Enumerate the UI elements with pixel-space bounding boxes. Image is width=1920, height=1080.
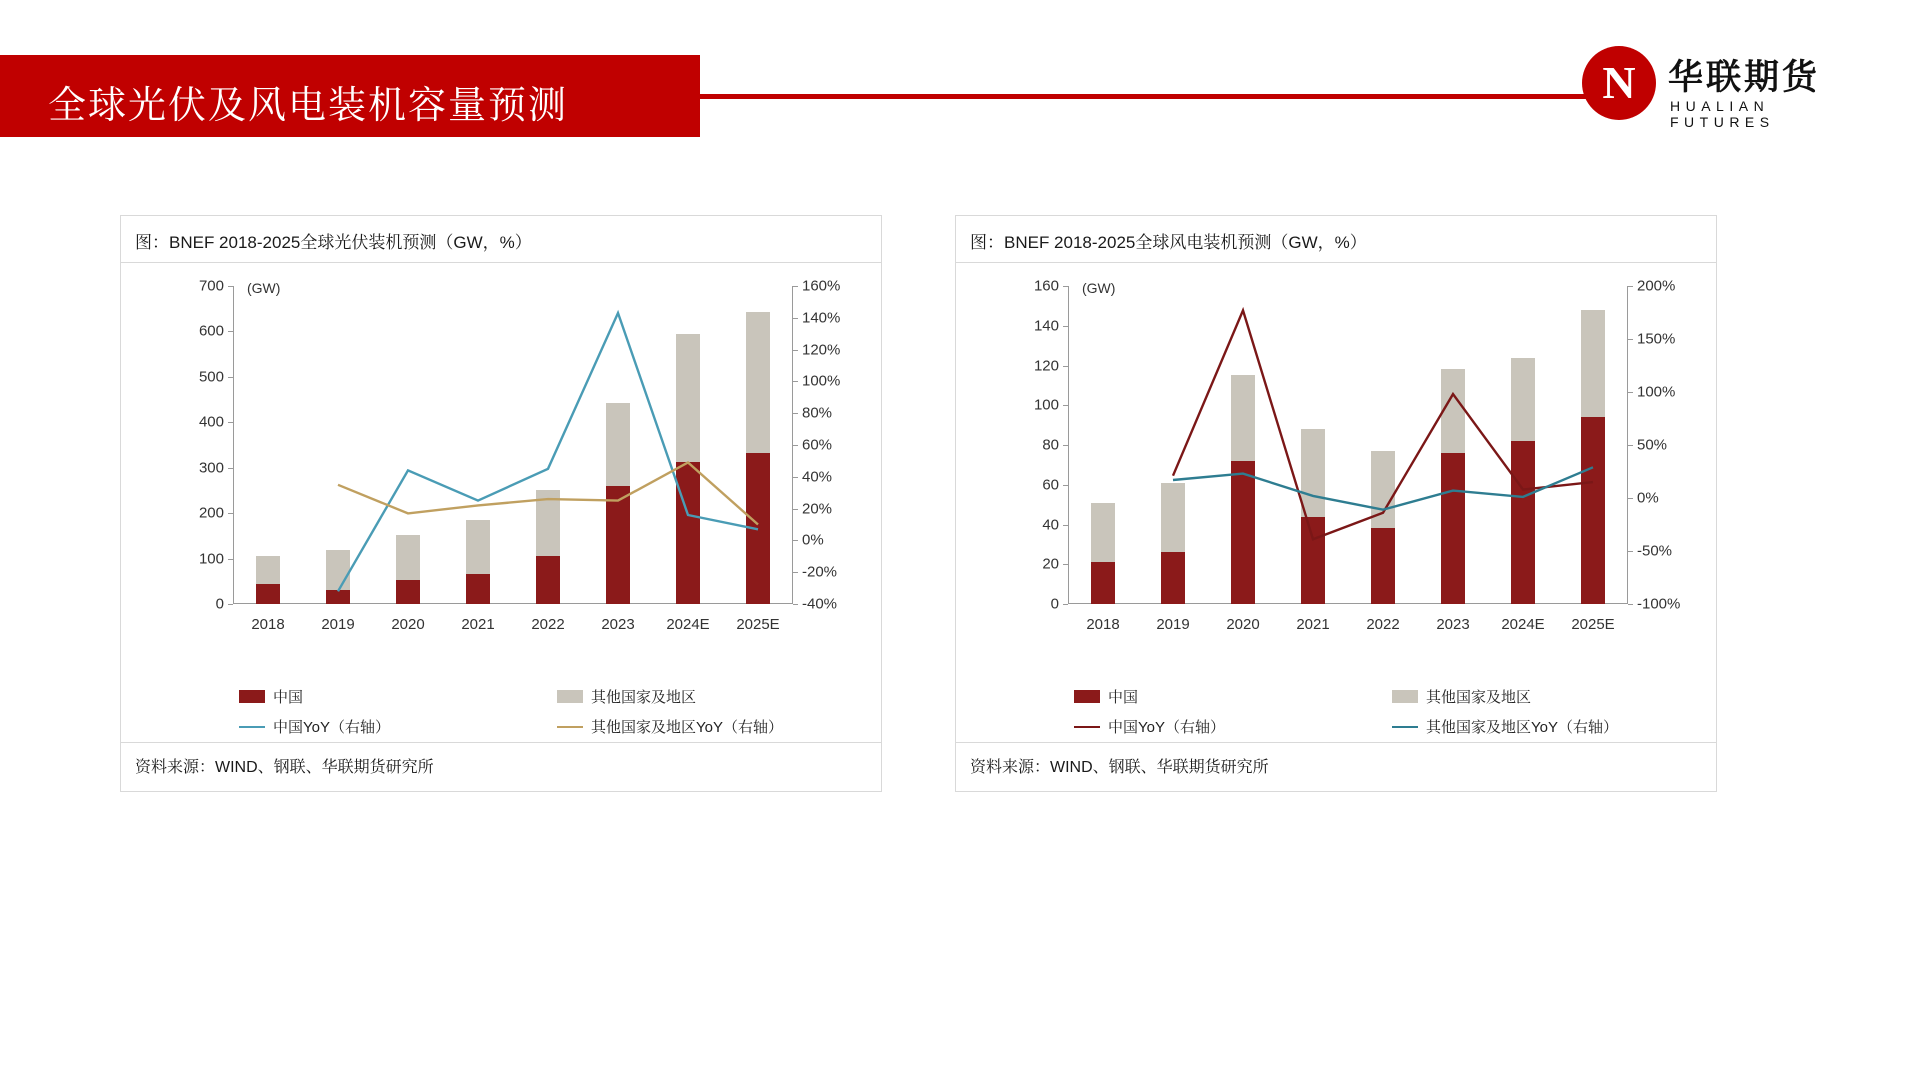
y-tick-label-right: 120% [802, 341, 841, 359]
y-tick-mark-right [793, 445, 798, 446]
line-series-layer [1068, 286, 1628, 604]
y-tick-label-left: 500 [198, 368, 224, 386]
logo-mark-icon [1582, 46, 1656, 120]
y-tick-label-left: 120 [1033, 357, 1059, 374]
y-tick-mark-right [793, 318, 798, 319]
x-tick-label: 2018 [251, 616, 285, 633]
panel-divider-top [121, 262, 881, 263]
y-tick-label-right: 40% [802, 468, 833, 486]
logo-mark-letter: N [1602, 57, 1636, 108]
chart-legend-wind [1074, 686, 1694, 742]
axis-unit-left-wind: (GW) [1082, 280, 1116, 296]
y-tick-label-left: 100 [198, 550, 224, 568]
legend-label-others: 其他国家及地区 [1426, 689, 1532, 706]
legend-label-others: 其他国家及地区 [591, 689, 697, 706]
y-tick-label-left: 200 [198, 504, 224, 522]
y-tick-label-right: 100% [1637, 383, 1676, 401]
y-tick-label-right: -50% [1637, 542, 1673, 560]
y-tick-label-left: 700 [198, 277, 224, 295]
header-rule [700, 94, 1600, 99]
y-tick-label-right: 140% [802, 309, 841, 327]
chart-title-pv: 图：BNEF 2018-2025全球光伏装机预测（GW，%） [135, 233, 532, 252]
y-tick-mark-right [793, 286, 798, 287]
line-series [338, 313, 758, 591]
y-tick-label-right: 20% [802, 500, 833, 518]
y-tick-mark-right [793, 413, 798, 414]
y-tick-mark-right [793, 604, 798, 605]
x-tick-label: 2020 [1226, 616, 1260, 633]
y-tick-label-left: 80 [1042, 436, 1059, 454]
brand-logo [1582, 42, 1882, 130]
y-tick-label-right: 50% [1637, 436, 1668, 454]
y-tick-mark-right [793, 540, 798, 541]
plot-wind [1033, 277, 1681, 633]
chart-area-wind [956, 264, 1716, 684]
legend-line-china-yoy [1074, 726, 1100, 728]
y-tick-label-left: 160 [1033, 277, 1059, 295]
y-tick-label-right: -100% [1637, 595, 1681, 613]
x-tick-label: 2020 [391, 616, 425, 633]
y-tick-mark-right [1628, 445, 1633, 446]
y-tick-label-right: 100% [802, 372, 841, 390]
chart-area-pv [121, 264, 881, 684]
y-tick-label-right: -20% [802, 563, 838, 581]
legend-line-china-yoy [239, 726, 265, 728]
legend-label-china-yoy: 中国YoY（右轴） [1108, 719, 1225, 736]
y-tick-label-left: 20 [1042, 555, 1059, 573]
legend-label-china-yoy: 中国YoY（右轴） [273, 719, 390, 736]
y-tick-label-left: 60 [1042, 476, 1059, 494]
chart-panel-pv [120, 215, 882, 792]
legend-swatch-others [1392, 690, 1418, 703]
line-series-layer [233, 286, 793, 604]
panel-divider-bottom [121, 742, 881, 743]
x-tick-label: 2023 [1436, 616, 1470, 633]
y-tick-label-left: 140 [1033, 317, 1059, 335]
y-tick-label-right: 0% [1637, 489, 1659, 507]
chart-source-pv: 资料来源：WIND、钢联、华联期货研究所 [135, 759, 434, 776]
line-series [1173, 310, 1593, 539]
plot-pv [198, 277, 841, 633]
y-tick-label-right: 60% [802, 436, 833, 454]
chart-source-wind: 资料来源：WIND、钢联、华联期货研究所 [970, 759, 1269, 776]
legend-swatch-others [557, 690, 583, 703]
y-tick-mark-right [1628, 286, 1633, 287]
x-tick-label: 2025E [736, 616, 780, 633]
y-tick-mark-right [793, 381, 798, 382]
y-tick-mark-left [228, 604, 233, 605]
y-tick-label-right: 0% [802, 531, 824, 549]
x-tick-label: 2021 [1296, 616, 1330, 633]
y-tick-mark-left [1063, 604, 1068, 605]
y-tick-label-right: 200% [1637, 277, 1676, 295]
y-tick-label-left: 100 [1033, 396, 1059, 414]
y-tick-label-left: 0 [215, 595, 224, 613]
y-tick-mark-right [793, 477, 798, 478]
y-tick-mark-right [793, 509, 798, 510]
y-tick-mark-right [1628, 551, 1633, 552]
y-tick-label-left: 40 [1042, 516, 1059, 533]
brand-name-cn: 华联期货 [1668, 58, 1821, 97]
x-tick-label: 2022 [1366, 616, 1400, 633]
x-tick-label: 2024E [666, 616, 710, 633]
y-tick-label-right: -40% [802, 595, 838, 613]
y-tick-label-left: 400 [198, 413, 224, 431]
x-tick-label: 2023 [601, 616, 635, 633]
legend-swatch-china [239, 690, 265, 703]
legend-line-others-yoy [557, 726, 583, 728]
x-tick-label: 2022 [531, 616, 565, 633]
x-tick-label: 2025E [1571, 616, 1615, 633]
chart-title-wind: 图：BNEF 2018-2025全球风电装机预测（GW，%） [970, 233, 1367, 252]
chart-panel-wind [955, 215, 1717, 792]
brand-name-en: HUALIAN FUTURES [1670, 98, 1775, 130]
x-tick-label: 2019 [1156, 616, 1190, 633]
y-tick-mark-right [1628, 604, 1633, 605]
legend-line-others-yoy [1392, 726, 1418, 728]
x-tick-label: 2019 [321, 616, 355, 633]
legend-label-china: 中国 [1108, 689, 1139, 706]
y-tick-label-right: 80% [802, 404, 833, 422]
legend-label-china: 中国 [273, 689, 304, 706]
y-tick-mark-right [793, 350, 798, 351]
y-tick-mark-right [1628, 498, 1633, 499]
line-series [338, 463, 758, 525]
y-tick-label-left: 600 [198, 322, 224, 340]
legend-label-others-yoy: 其他国家及地区YoY（右轴） [1426, 719, 1618, 736]
y-tick-mark-right [1628, 339, 1633, 340]
chart-legend-pv [239, 686, 859, 742]
page-title: 全球光伏及风电装机容量预测 [48, 85, 569, 127]
axis-unit-left-pv: (GW) [247, 280, 281, 296]
y-tick-label-right: 150% [1637, 330, 1676, 348]
legend-label-others-yoy: 其他国家及地区YoY（右轴） [591, 719, 783, 736]
legend-swatch-china [1074, 690, 1100, 703]
x-tick-label: 2018 [1086, 616, 1120, 633]
x-tick-label: 2021 [461, 616, 495, 633]
panel-divider-bottom [956, 742, 1716, 743]
y-tick-label-left: 300 [198, 459, 224, 477]
y-tick-mark-right [1628, 392, 1633, 393]
y-tick-mark-right [793, 572, 798, 573]
y-tick-label-left: 0 [1050, 595, 1059, 613]
y-tick-label-right: 160% [802, 277, 841, 295]
x-tick-label: 2024E [1501, 616, 1545, 633]
panel-divider-top [956, 262, 1716, 263]
